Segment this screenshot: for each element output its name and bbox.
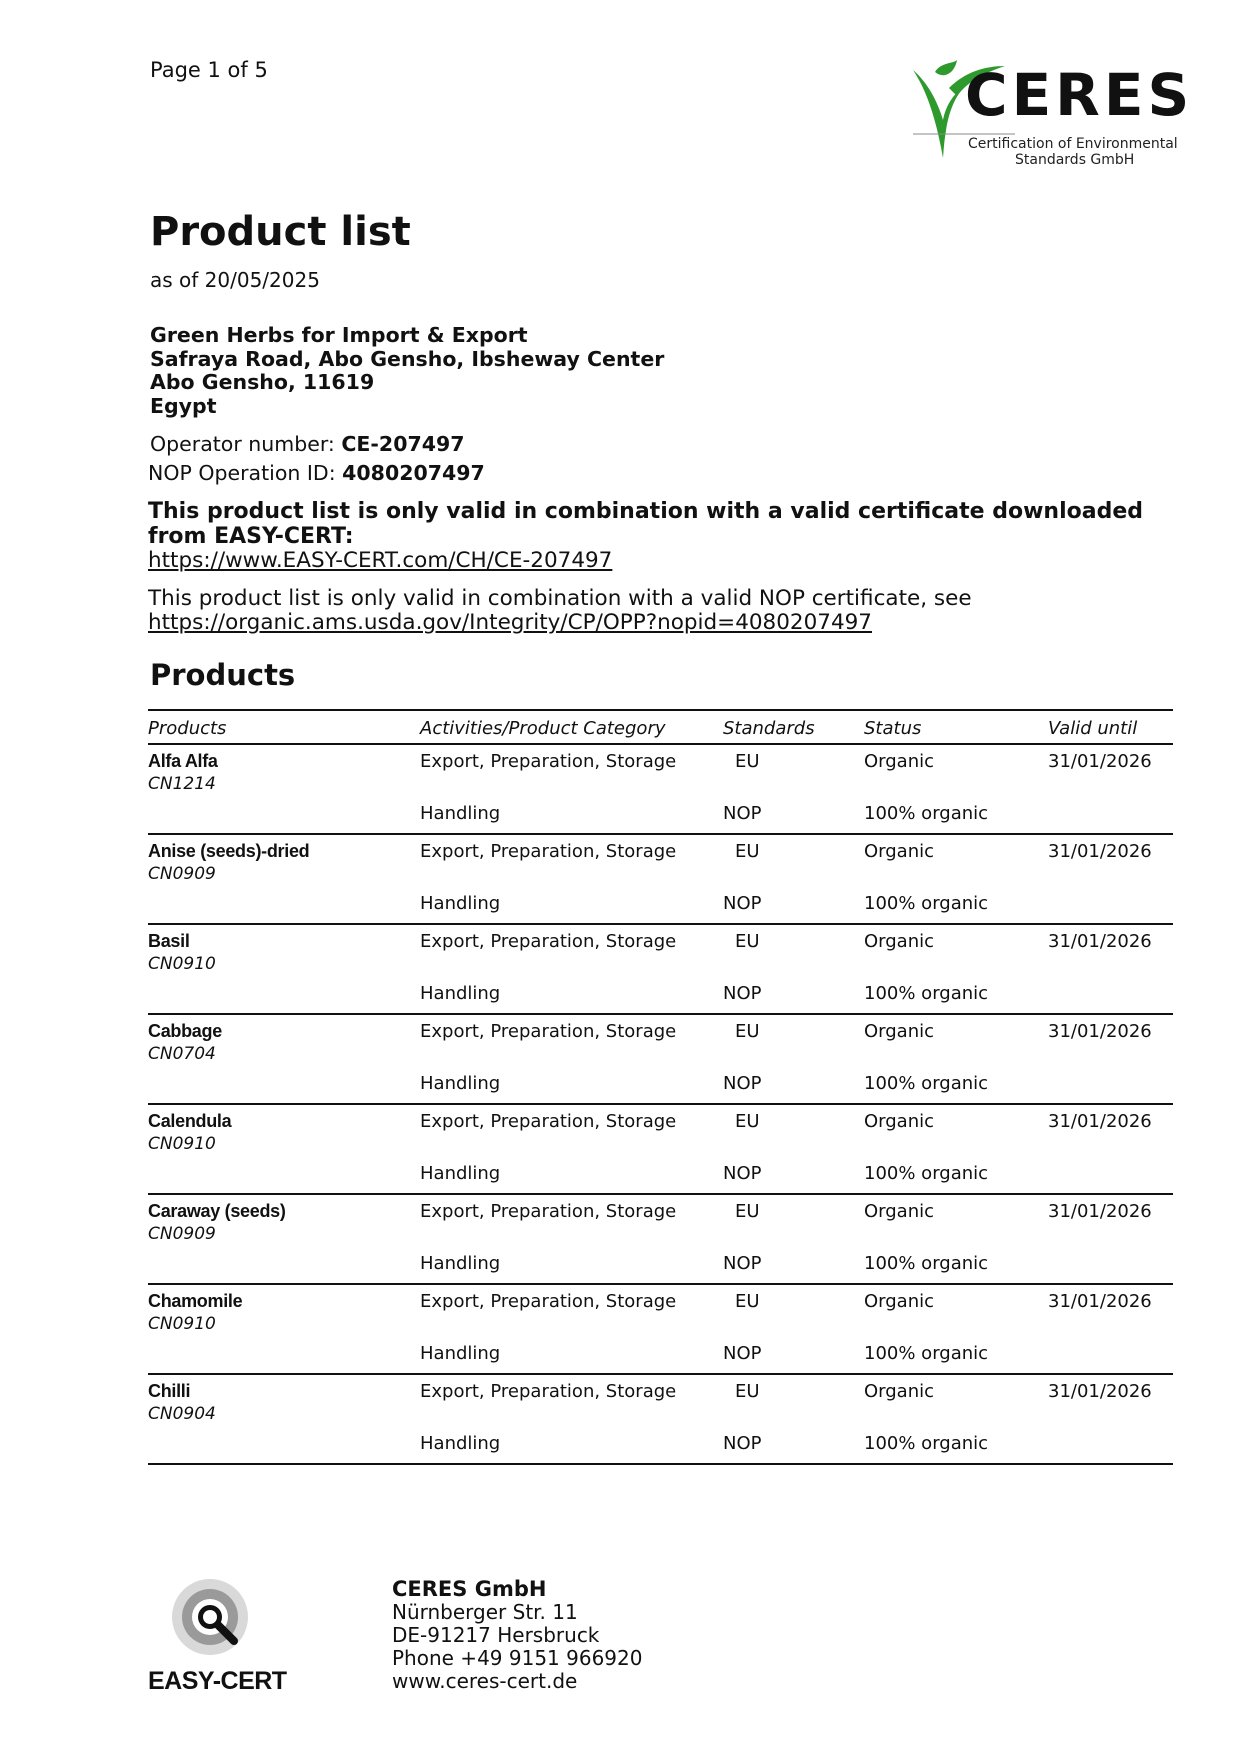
table-row (148, 835, 1173, 925)
standard-secondary: NOP (723, 803, 762, 824)
activity-primary: Export, Preparation, Storage (420, 1201, 677, 1222)
operator-number-label: Operator number: (150, 432, 335, 456)
operator-city: Abo Gensho, 11619 (150, 370, 375, 394)
activity-secondary: Handling (420, 1253, 501, 1274)
valid-until: 31/01/2026 (1048, 1291, 1152, 1312)
table-row (148, 925, 1173, 1015)
product-name: Chamomile (148, 1291, 243, 1311)
standard-primary: EU (735, 1201, 760, 1222)
status-primary: Organic (864, 1021, 935, 1042)
validity-notice: This product list is only valid in combination with a valid certificate downloaded from EASY-CERT: (148, 499, 1143, 549)
status-secondary: 100% organic (864, 803, 989, 824)
valid-until: 31/01/2026 (1048, 1111, 1152, 1132)
nop-id-line (148, 461, 485, 485)
standard-secondary: NOP (723, 1163, 762, 1184)
ceres-logo (905, 58, 1194, 168)
footer-web: www.ceres-cert.de (392, 1669, 578, 1693)
activity-primary: Export, Preparation, Storage (420, 1111, 677, 1132)
ceres-wordmark: CERES (965, 61, 1194, 129)
product-code: CN0909 (148, 1224, 216, 1244)
as-of-date: as of 20/05/2025 (150, 268, 320, 292)
status-secondary: 100% organic (864, 983, 989, 1004)
ceres-tagline-2: Standards GmbH (1015, 152, 1135, 168)
standard-primary: EU (735, 931, 760, 952)
product-table (148, 709, 1173, 1465)
product-name: Anise (seeds)-dried (148, 841, 310, 861)
valid-until: 31/01/2026 (1048, 1021, 1152, 1042)
operator-street: Safraya Road, Abo Gensho, Ibsheway Center (150, 346, 665, 371)
product-name: Caraway (seeds) (148, 1201, 286, 1221)
nop-certificate-link[interactable]: https://organic.ams.usda.gov/Integrity/CP/OPP?nopid=4080207497 (148, 610, 872, 635)
activity-primary: Export, Preparation, Storage (420, 1381, 677, 1402)
footer-company: CERES GmbH (392, 1577, 547, 1601)
nop-id: 4080207497 (342, 461, 485, 485)
status-primary: Organic (864, 931, 935, 952)
magnifier-icon (148, 1575, 284, 1665)
valid-until: 31/01/2026 (1048, 841, 1152, 862)
nop-id-label: NOP Operation ID: (148, 461, 336, 485)
activity-secondary: Handling (420, 1433, 501, 1454)
footer-address (392, 1578, 642, 1693)
activity-primary: Export, Preparation, Storage (420, 931, 677, 952)
activity-primary: Export, Preparation, Storage (420, 751, 677, 772)
status-primary: Organic (864, 1201, 935, 1222)
product-code: CN1214 (148, 774, 216, 794)
standard-secondary: NOP (723, 893, 762, 914)
standard-primary: EU (735, 1021, 760, 1042)
valid-until: 31/01/2026 (1048, 1201, 1152, 1222)
page-title: Product list (150, 209, 411, 255)
operator-address (150, 324, 664, 418)
easycert-logo (148, 1575, 287, 1700)
activity-secondary: Handling (420, 1073, 501, 1094)
header-products: Products (148, 718, 227, 739)
product-code: CN0910 (148, 954, 216, 974)
activity-secondary: Handling (420, 1163, 501, 1184)
status-secondary: 100% organic (864, 1343, 989, 1364)
status-secondary: 100% organic (864, 1163, 989, 1184)
easycert-link[interactable]: https://www.EASY-CERT.com/CH/CE-207497 (148, 548, 613, 573)
status-primary: Organic (864, 751, 935, 772)
standard-primary: EU (735, 841, 760, 862)
standard-primary: EU (735, 751, 760, 772)
product-code: CN0910 (148, 1134, 216, 1154)
standard-secondary: NOP (723, 1343, 762, 1364)
product-name: Calendula (148, 1111, 232, 1131)
nop-validity-notice: This product list is only valid in combination with a valid NOP certificate, see (148, 586, 972, 611)
table-row (148, 745, 1173, 835)
product-code: CN0909 (148, 864, 216, 884)
table-row (148, 1195, 1173, 1285)
table-row (148, 1285, 1173, 1375)
activity-secondary: Handling (420, 893, 501, 914)
header-valid-until: Valid until (1048, 718, 1138, 739)
operator-country: Egypt (150, 393, 217, 418)
page-number: Page 1 of 5 (150, 58, 268, 82)
status-primary: Organic (864, 1291, 935, 1312)
standard-secondary: NOP (723, 983, 762, 1004)
product-code: CN0704 (148, 1044, 216, 1064)
standard-primary: EU (735, 1381, 760, 1402)
product-code: CN0910 (148, 1314, 216, 1334)
standard-secondary: NOP (723, 1433, 762, 1454)
activity-secondary: Handling (420, 983, 501, 1004)
easycert-wordmark: EASY-CERT (148, 1667, 287, 1695)
status-primary: Organic (864, 841, 935, 862)
standard-secondary: NOP (723, 1253, 762, 1274)
table-row (148, 1375, 1173, 1465)
operator-name: Green Herbs for Import & Export (150, 323, 528, 347)
activity-primary: Export, Preparation, Storage (420, 1021, 677, 1042)
product-name: Chilli (148, 1381, 191, 1401)
activity-primary: Export, Preparation, Storage (420, 841, 677, 862)
activity-secondary: Handling (420, 803, 501, 824)
footer-city: DE-91217 Hersbruck (392, 1623, 600, 1647)
table-header (148, 709, 1173, 745)
status-primary: Organic (864, 1111, 935, 1132)
table-row (148, 1105, 1173, 1195)
status-primary: Organic (864, 1381, 935, 1402)
header-status: Status (864, 718, 922, 739)
valid-until: 31/01/2026 (1048, 931, 1152, 952)
footer-phone: Phone +49 9151 966920 (392, 1646, 643, 1670)
header-activities: Activities/Product Category (420, 718, 666, 739)
valid-until: 31/01/2026 (1048, 751, 1152, 772)
header-standards: Standards (723, 718, 815, 739)
activity-secondary: Handling (420, 1343, 501, 1364)
standard-primary: EU (735, 1111, 760, 1132)
footer-street: Nürnberger Str. 11 (392, 1600, 578, 1624)
product-code: CN0904 (148, 1404, 216, 1424)
operator-number: CE-207497 (341, 432, 465, 456)
status-secondary: 100% organic (864, 1433, 989, 1454)
products-heading: Products (150, 658, 296, 692)
product-name: Cabbage (148, 1021, 222, 1041)
standard-secondary: NOP (723, 1073, 762, 1094)
product-name: Alfa Alfa (148, 751, 218, 771)
status-secondary: 100% organic (864, 1253, 989, 1274)
operator-number-line (150, 432, 465, 456)
status-secondary: 100% organic (864, 1073, 989, 1094)
valid-until: 31/01/2026 (1048, 1381, 1152, 1402)
standard-primary: EU (735, 1291, 760, 1312)
activity-primary: Export, Preparation, Storage (420, 1291, 677, 1312)
table-row (148, 1015, 1173, 1105)
ceres-tagline-1: Certification of Environmental (968, 136, 1178, 152)
product-name: Basil (148, 931, 190, 951)
status-secondary: 100% organic (864, 893, 989, 914)
